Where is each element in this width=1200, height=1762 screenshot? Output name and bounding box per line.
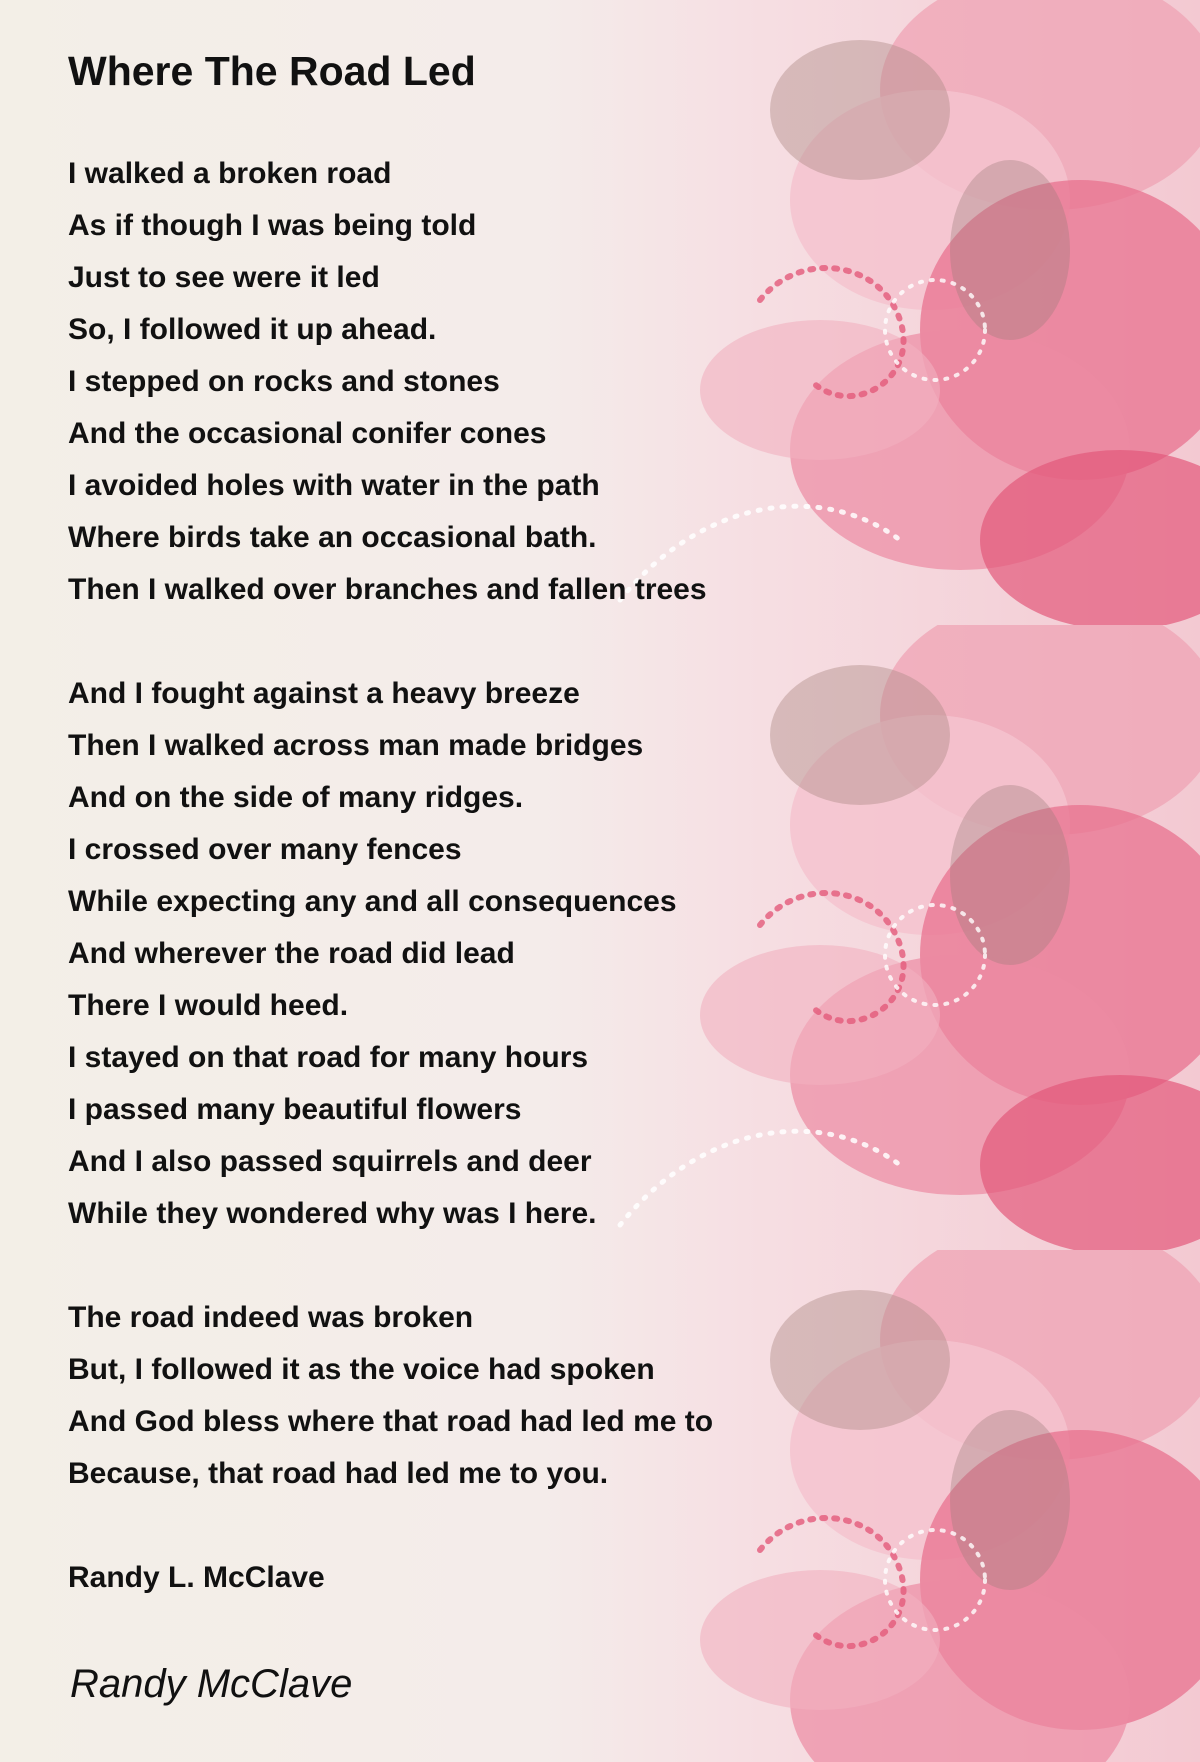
- poem-line: I avoided holes with water in the path: [68, 469, 600, 502]
- poem-line: But, I followed it as the voice had spoken: [68, 1353, 655, 1386]
- stanza-1: [68, 148, 707, 616]
- poem-line: Then I walked over branches and fallen trees: [68, 573, 707, 606]
- poem-line: I walked a broken road: [68, 157, 392, 190]
- poem-line: Where birds take an occasional bath.: [68, 521, 597, 554]
- author-name: Randy L. McClave: [68, 1561, 325, 1594]
- poem-line: So, I followed it up ahead.: [68, 313, 437, 346]
- poem-line: Just to see were it led: [68, 261, 380, 294]
- stanza-2: [68, 668, 677, 1240]
- poem-line: While they wondered why was I here.: [68, 1197, 597, 1230]
- poem-title: Where The Road Led: [68, 48, 476, 94]
- poem-line: And the occasional conifer cones: [68, 417, 547, 450]
- poem-line: And I fought against a heavy breeze: [68, 677, 580, 710]
- poem-line: Then I walked across man made bridges: [68, 729, 644, 762]
- poem-line: And I also passed squirrels and deer: [68, 1145, 592, 1178]
- stanza-3: [68, 1292, 713, 1500]
- author-signature: Randy McClave: [70, 1662, 353, 1706]
- poem-line: And God bless where that road had led me to: [68, 1405, 714, 1438]
- poem-line: I crossed over many fences: [68, 833, 462, 866]
- poem-line: There I would heed.: [68, 989, 349, 1022]
- poem-line: While expecting any and all consequences: [68, 885, 677, 918]
- poem-line: Because, that road had led me to you.: [68, 1457, 609, 1490]
- poem-line: And wherever the road did lead: [68, 937, 515, 970]
- poem-line: The road indeed was broken: [68, 1301, 474, 1334]
- poem-line: I stepped on rocks and stones: [68, 365, 500, 398]
- poem-line: I passed many beautiful flowers: [68, 1093, 522, 1126]
- poem-line: As if though I was being told: [68, 209, 477, 242]
- poem-line: I stayed on that road for many hours: [68, 1041, 589, 1074]
- poem-line: And on the side of many ridges.: [68, 781, 524, 814]
